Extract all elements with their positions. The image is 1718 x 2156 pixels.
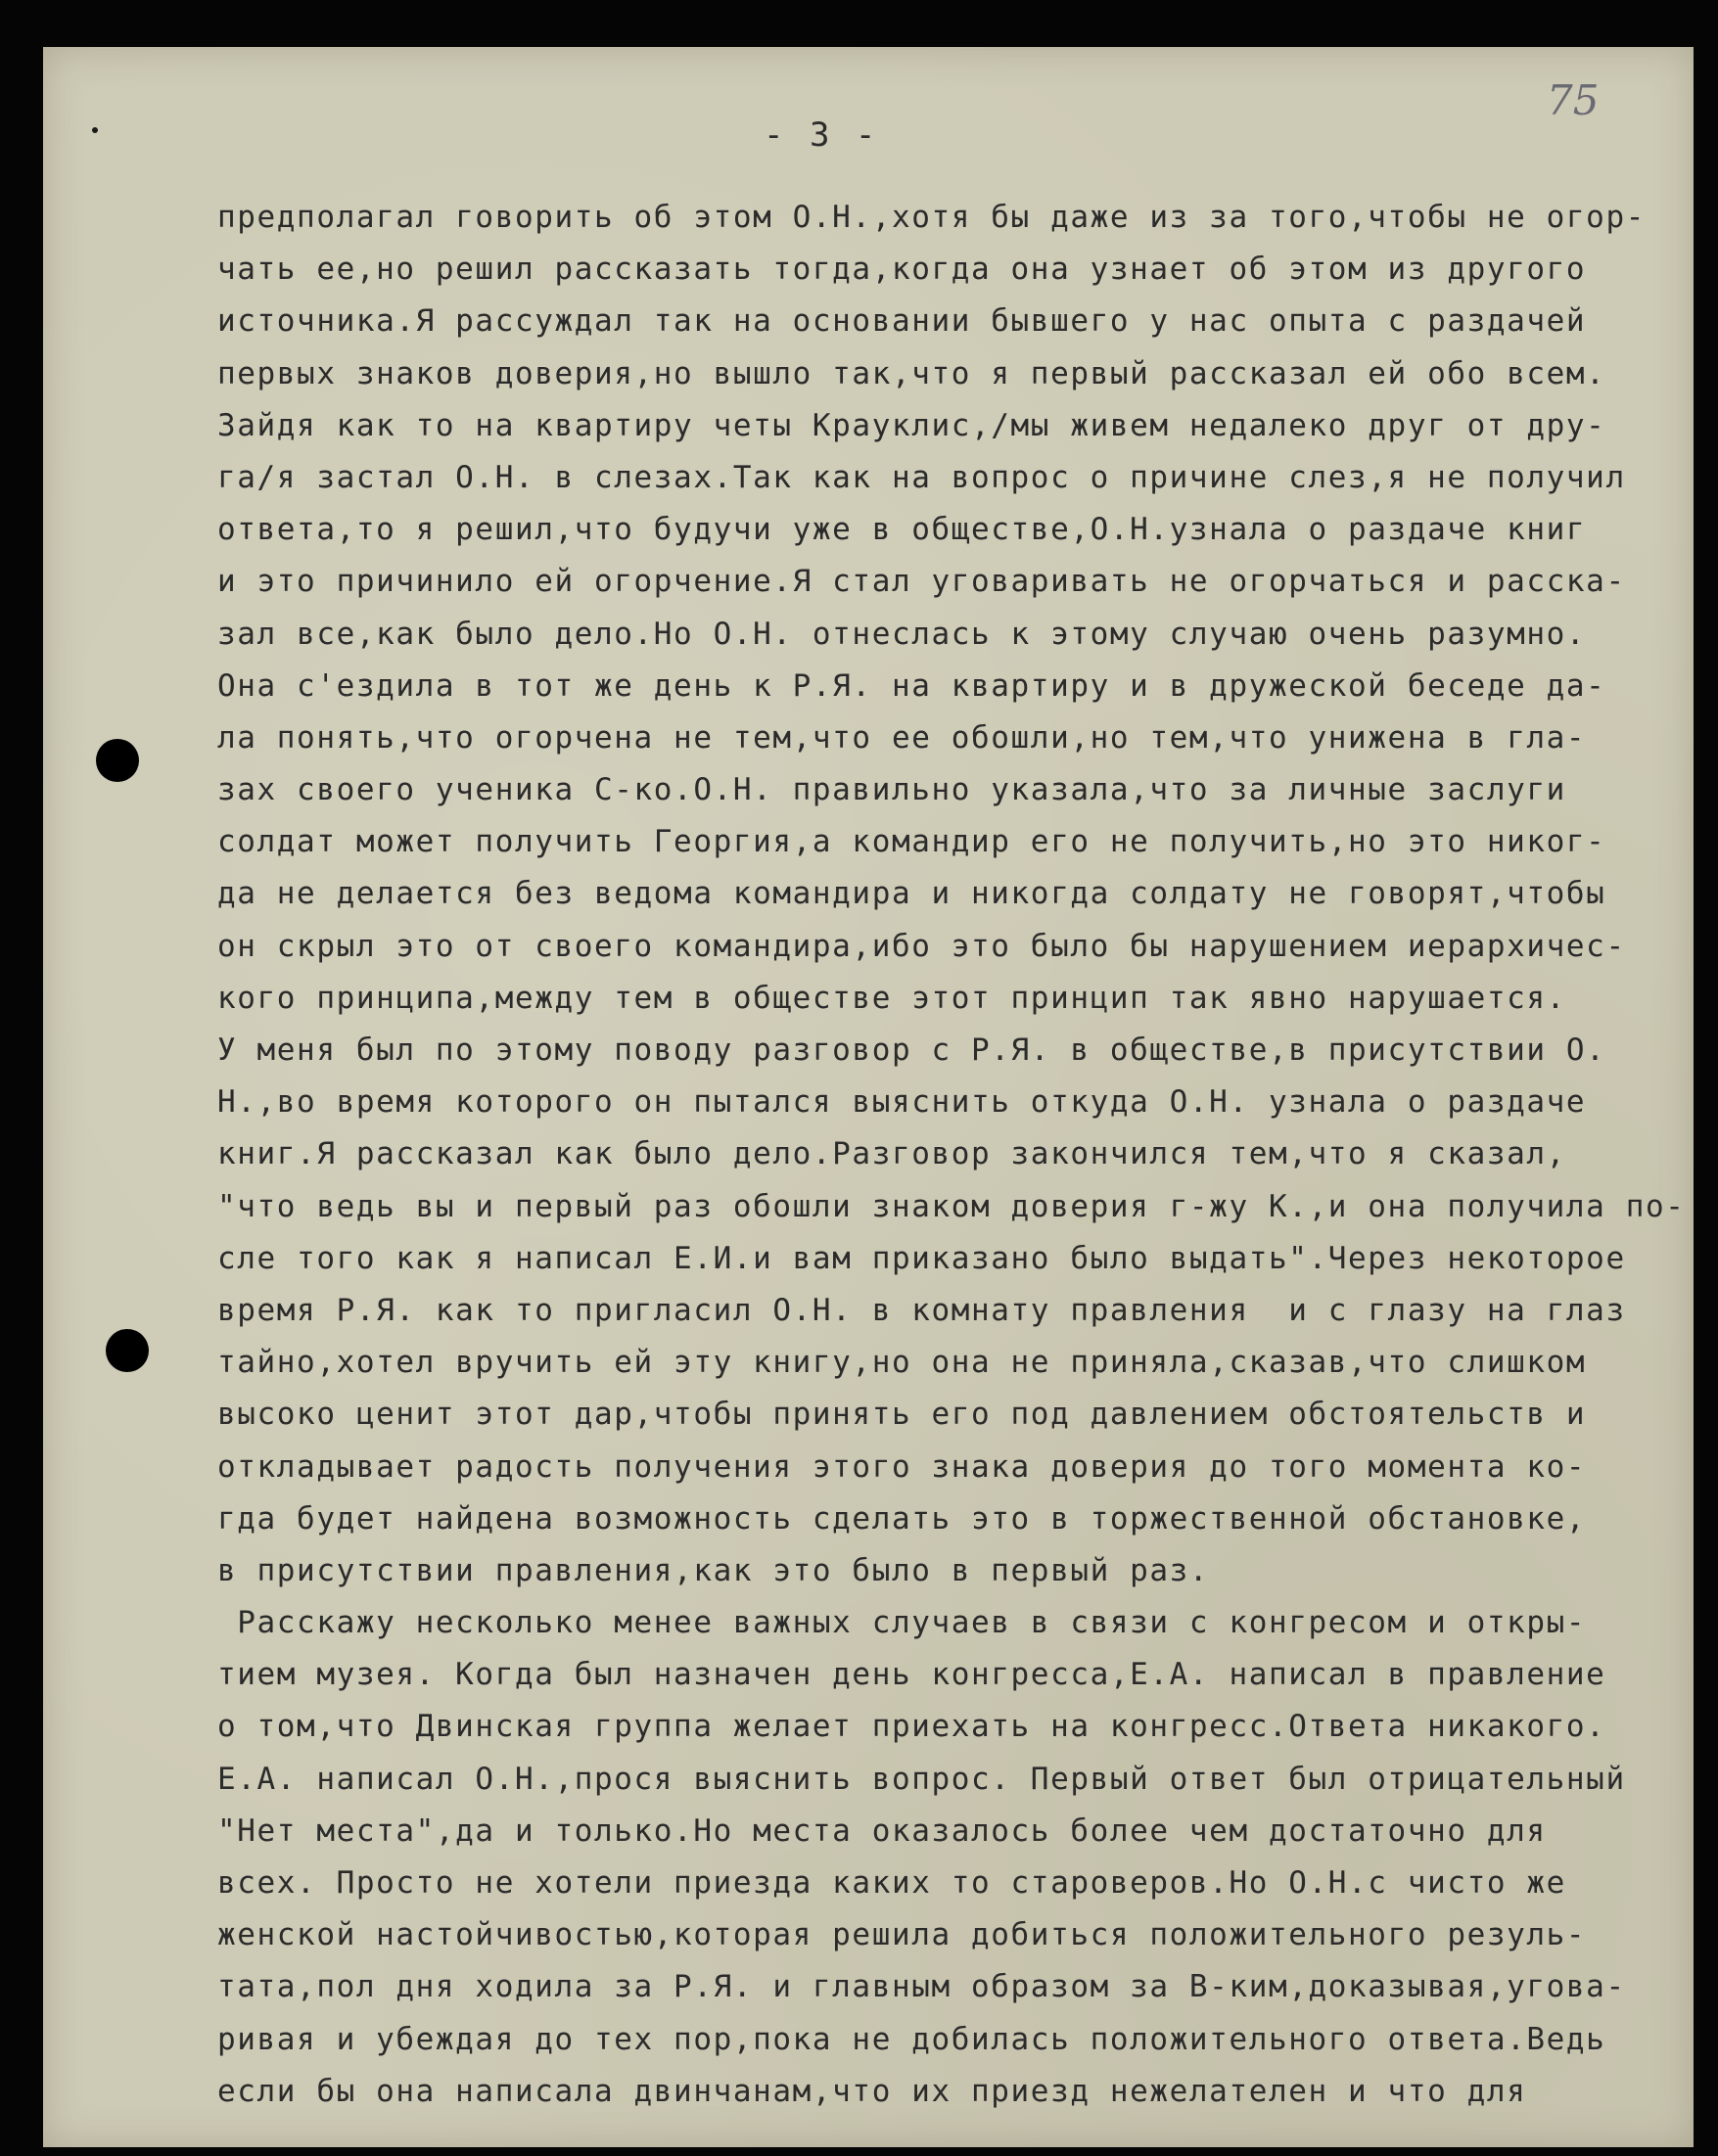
- text-line: всех. Просто не хотели приезда каких то староверов.Но О.Н.с чисто же: [217, 1865, 1566, 1901]
- text-line: в присутствии правления,как это было в первый раз.: [217, 1552, 1210, 1588]
- text-line: он скрыл это от своего командира,ибо это было бы нарушением иерархичес-: [217, 928, 1626, 964]
- text-line: Расскажу несколько менее важных случаев в связи с конгресом и откры-: [217, 1605, 1587, 1641]
- text-line: предполагал говорить об этом О.Н.,хотя бы даже из за того,чтобы не огор-: [217, 200, 1646, 235]
- text-line: чать ее,но решил рассказать тогда,когда она узнает об этом из другого: [217, 252, 1587, 288]
- text-line: тайно,хотел вручить ей эту книгу,но она не приняла,сказав,что слишком: [217, 1345, 1587, 1381]
- text-line: время Р.Я. как то пригласил О.Н. в комнату правления и с глазу на глаз: [217, 1292, 1626, 1328]
- text-line: если бы она написала двинчанам,что их приезд нежелателен и что для: [217, 2073, 1527, 2109]
- text-line: гда будет найдена возможность сделать это в торжественной обстановке,: [217, 1500, 1587, 1537]
- text-line: источника.Я рассуждал так на основании бывшего у нас опыта с раздачей: [217, 303, 1587, 340]
- paper-speck: [92, 127, 98, 133]
- text-line: солдат может получить Георгия,а командир его не получить,но это никог-: [217, 824, 1606, 860]
- text-line: Н.,во время которого он пытался выяснить откуда О.Н. узнала о раздаче: [217, 1084, 1587, 1121]
- text-line: ривая и убеждая до тех пор,пока не добилась положительного ответа.Ведь: [217, 2021, 1606, 2057]
- text-line: У меня был по этому поводу разговор с Р.Я. в обществе,в присутствии О.: [217, 1032, 1606, 1068]
- text-line: Она с'ездила в тот же день к Р.Я. на квартиру и в дружеской беседе да-: [217, 667, 1606, 704]
- text-line: ла понять,что огорчена не тем,что ее обошли,но тем,что унижена в гла-: [217, 719, 1587, 756]
- text-line: откладывает радость получения этого знака доверия до того момента ко-: [217, 1448, 1587, 1485]
- text-line: тата,пол дня ходила за Р.Я. и главным образом за В-ким,доказывая,угова-: [217, 1969, 1626, 2005]
- text-line: зах своего ученика С-ко.О.Н. правильно указала,что за личные заслуги: [217, 772, 1566, 808]
- text-line: га/я застал О.Н. в слезах.Так как на вопрос о причине слез,я не получил: [217, 459, 1626, 495]
- text-line: книг.Я рассказал как было дело.Разговор закончился тем,что я сказал,: [217, 1136, 1566, 1172]
- punch-hole-top: [96, 739, 139, 782]
- text-line: первых знаков доверия,но вышло так,что я первый рассказал ей обо всем.: [217, 355, 1606, 391]
- text-line: "Нет места",да и только.Но места оказалось более чем достаточно для: [217, 1812, 1547, 1849]
- typewritten-text: [217, 192, 1686, 2118]
- text-line: о том,что Двинская группа желает приехать на конгресс.Ответа никакого.: [217, 1709, 1606, 1745]
- text-line: Зайдя как то на квартиру четы Крауклис,/мы живем недалеко друг от дру-: [217, 407, 1606, 443]
- text-line: женской настойчивостью,которая решила добиться положительного резуль-: [217, 1917, 1587, 1953]
- text-line: сле того как я написал Е.И.и вам приказано было выдать".Через некоторое: [217, 1240, 1626, 1276]
- text-line: Е.А. написал О.Н.,прося выяснить вопрос. Первый ответ был отрицательный: [217, 1761, 1626, 1797]
- text-line: зал все,как было дело.Но О.Н. отнеслась к этому случаю очень разумно.: [217, 616, 1587, 652]
- text-line: тием музея. Когда был назначен день конгресса,Е.А. написал в правление: [217, 1657, 1606, 1693]
- text-line: да не делается без ведома командира и никогда солдату не говорят,чтобы: [217, 876, 1606, 912]
- text-line: ответа,то я решил,что будучи уже в обществе,О.Н.узнала о раздаче книг: [217, 512, 1587, 548]
- text-line: и это причинило ей огорчение.Я стал уговаривать не огорчаться и расска-: [217, 564, 1626, 600]
- text-line: "что ведь вы и первый раз обошли знаком доверия г-жу К.,и она получила по-: [217, 1188, 1686, 1224]
- text-line: кого принципа,между тем в обществе этот принцип так явно нарушается.: [217, 980, 1566, 1016]
- punch-hole-bottom: [106, 1329, 149, 1372]
- page-number: - 3 -: [764, 115, 879, 155]
- folio-number: 75: [1547, 76, 1600, 124]
- text-line: высоко ценит этот дар,чтобы принять его под давлением обстоятельств и: [217, 1397, 1587, 1433]
